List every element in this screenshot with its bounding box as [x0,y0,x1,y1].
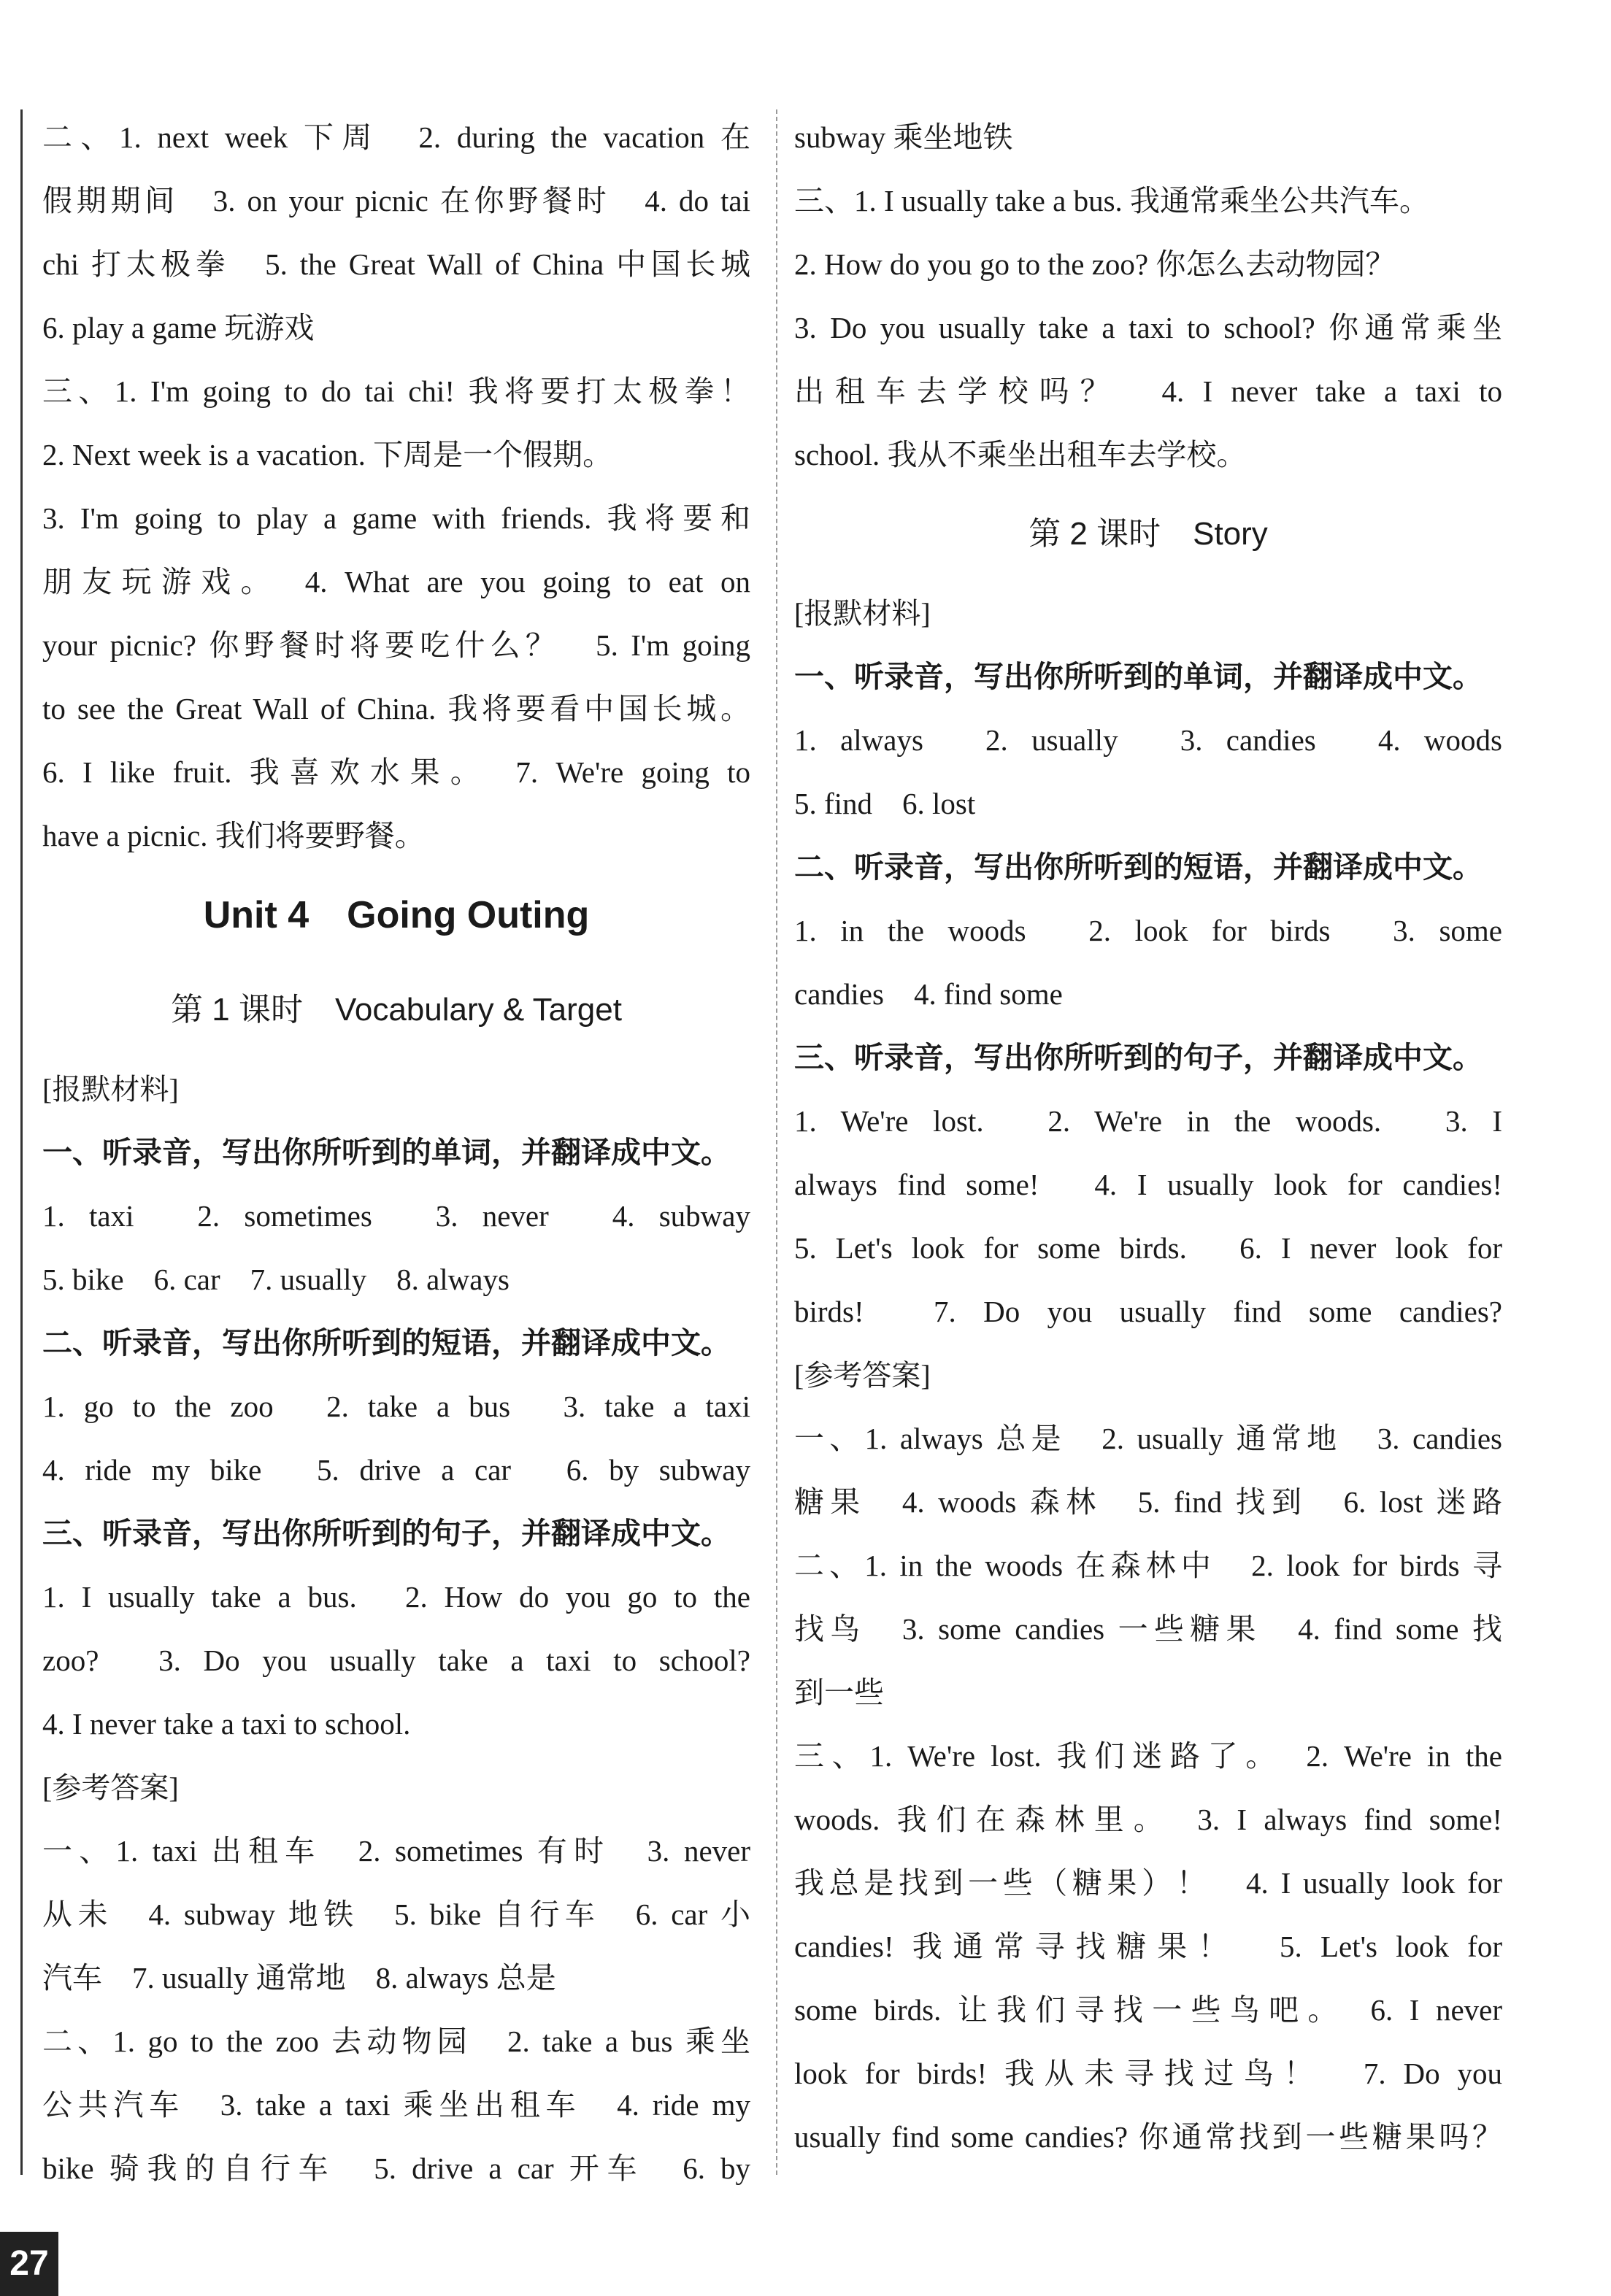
text-line: 我总是找到一些（糖果）！ 4. I usually look for [794,1866,1502,1900]
text-line: 1. in the woods 2. look for birds 3. some [794,914,1502,947]
text-line: woods. 我们在森林里。 3. I always find some! [794,1803,1502,1836]
section-heading: 一、听录音，写出你所听到的单词，并翻译成中文。 [794,660,1483,693]
text-line: subway 乘坐地铁 [794,120,1013,154]
section-label-material: [报默材料] [794,597,931,630]
text-line: candies 4. find some [794,977,1063,1011]
text-line: candies! 我通常寻找糖果！ 5. Let's look for [794,1930,1502,1963]
text-line: bike 骑我的自行车 5. drive a car 开车 6. by [42,2151,750,2185]
text-line: always find some! 4. I usually look for candies! [794,1168,1502,1201]
text-line: 三、1. I usually take a bus. 我通常乘坐公共汽车。 [794,184,1430,217]
section-heading: 一、听录音，写出你所听到的单词，并翻译成中文。 [42,1136,731,1169]
text-line: 从未 4. subway 地铁 5. bike 自行车 6. car 小 [42,1898,750,1931]
unit-title: Unit 4 Going Outing [203,894,590,936]
section-heading: 三、听录音，写出你所听到的句子，并翻译成中文。 [794,1041,1483,1074]
left-column [42,106,750,2200]
lesson-title: 第 1 课时 Vocabulary & Target [171,992,622,1028]
text-line: 5. find 6. lost [794,787,976,820]
section-label-material: [报默材料] [42,1073,179,1106]
text-line: 4. ride my bike 5. drive a car 6. by subway [42,1453,750,1487]
text-line: 二、1. in the woods 在森林中 2. look for birds 寻 [794,1549,1502,1582]
right-column [794,106,1502,2169]
text-line: 汽车 7. usually 通常地 8. always 总是 [42,1961,556,1995]
text-line: 一、1. taxi 出租车 2. sometimes 有时 3. never [42,1834,750,1868]
lesson-title: 第 2 课时 Story [1028,516,1268,552]
text-line: 3. Do you usually take a taxi to school? 你通常乘坐 [794,311,1502,344]
text-line: 1. go to the zoo 2. take a bus 3. take a taxi [42,1390,750,1423]
left-margin-rule [20,109,23,2175]
text-line: 朋友玩游戏。 4. What are you going to eat on [42,565,750,598]
text-line: 1. We're lost. 2. We're in the woods. 3. I [794,1104,1502,1138]
text-line: have a picnic. 我们将要野餐。 [42,819,425,852]
text-line: 1. taxi 2. sometimes 3. never 4. subway [42,1199,750,1233]
text-line: birds! 7. Do you usually find some candies? [794,1295,1502,1328]
section-heading: 三、听录音，写出你所听到的句子，并翻译成中文。 [42,1517,731,1550]
text-line: 一、1. always 总是 2. usually 通常地 3. candies [794,1422,1502,1455]
section-label-answer: [参考答案] [794,1359,931,1392]
text-line: usually find some candies? 你通常找到一些糖果吗？ [794,2120,1502,2154]
text-line: 2. How do you go to the zoo? 你怎么去动物园？ [794,247,1396,281]
text-line: zoo? 3. Do you usually take a taxi to school? [42,1644,750,1677]
text-line: some birds. 让我们寻找一些鸟吧。 6. I never [794,1993,1502,2027]
page-number: 27 [0,2232,58,2296]
text-line: 假期期间 3. on your picnic 在你野餐时 4. do tai [42,184,750,217]
section-heading: 二、听录音，写出你所听到的短语，并翻译成中文。 [42,1326,731,1360]
text-line: 糖果 4. woods 森林 5. find 找到 6. lost 迷路 [794,1485,1502,1519]
text-line: your picnic? 你野餐时将要吃什么？ 5. I'm going [42,628,750,662]
text-line: 找鸟 3. some candies 一些糖果 4. find some 找 [794,1612,1502,1646]
text-line: 1. always 2. usually 3. candies 4. woods [794,723,1502,757]
text-line: chi 打太极拳 5. the Great Wall of China 中国长城 [42,247,750,281]
text-line: 二、1. go to the zoo 去动物园 2. take a bus 乘坐 [42,2025,750,2058]
text-line: 三、1. We're lost. 我们迷路了。 2. We're in the [794,1739,1502,1773]
text-line: 6. I like fruit. 我喜欢水果。 7. We're going to [42,755,750,789]
text-line: look for birds! 我从未寻找过鸟！ 7. Do you [794,2057,1502,2090]
section-label-answer: [参考答案] [42,1771,179,1804]
text-line: to see the Great Wall of China. 我将要看中国长城。 [42,692,750,725]
column-divider [776,109,777,2175]
text-line: 三、1. I'm going to do tai chi! 我将要打太极拳！ [42,374,750,408]
unit3-answers-continued [42,106,750,868]
text-line: 1. I usually take a bus. 2. How do you go to the [42,1580,750,1614]
text-line: 二、1. next week 下周 2. during the vacation 在 [42,120,750,154]
text-line: 6. play a game 玩游戏 [42,311,315,344]
text-line: 4. I never take a taxi to school. [42,1707,411,1741]
text-line: 到一些 [794,1676,884,1709]
text-line: school. 我从不乘坐出租车去学校。 [794,438,1247,471]
section-heading: 二、听录音，写出你所听到的短语，并翻译成中文。 [794,850,1483,884]
text-line: 5. Let's look for some birds. 6. I never look for [794,1231,1502,1265]
text-line: 5. bike 6. car 7. usually 8. always [42,1263,510,1296]
text-line: 出租车去学校吗？ 4. I never take a taxi to [794,374,1502,408]
text-line: 3. I'm going to play a game with friends. 我将要和 [42,501,750,535]
text-line: 公共汽车 3. take a taxi 乘坐出租车 4. ride my [42,2088,750,2122]
text-line: 2. Next week is a vacation. 下周是一个假期。 [42,438,613,471]
